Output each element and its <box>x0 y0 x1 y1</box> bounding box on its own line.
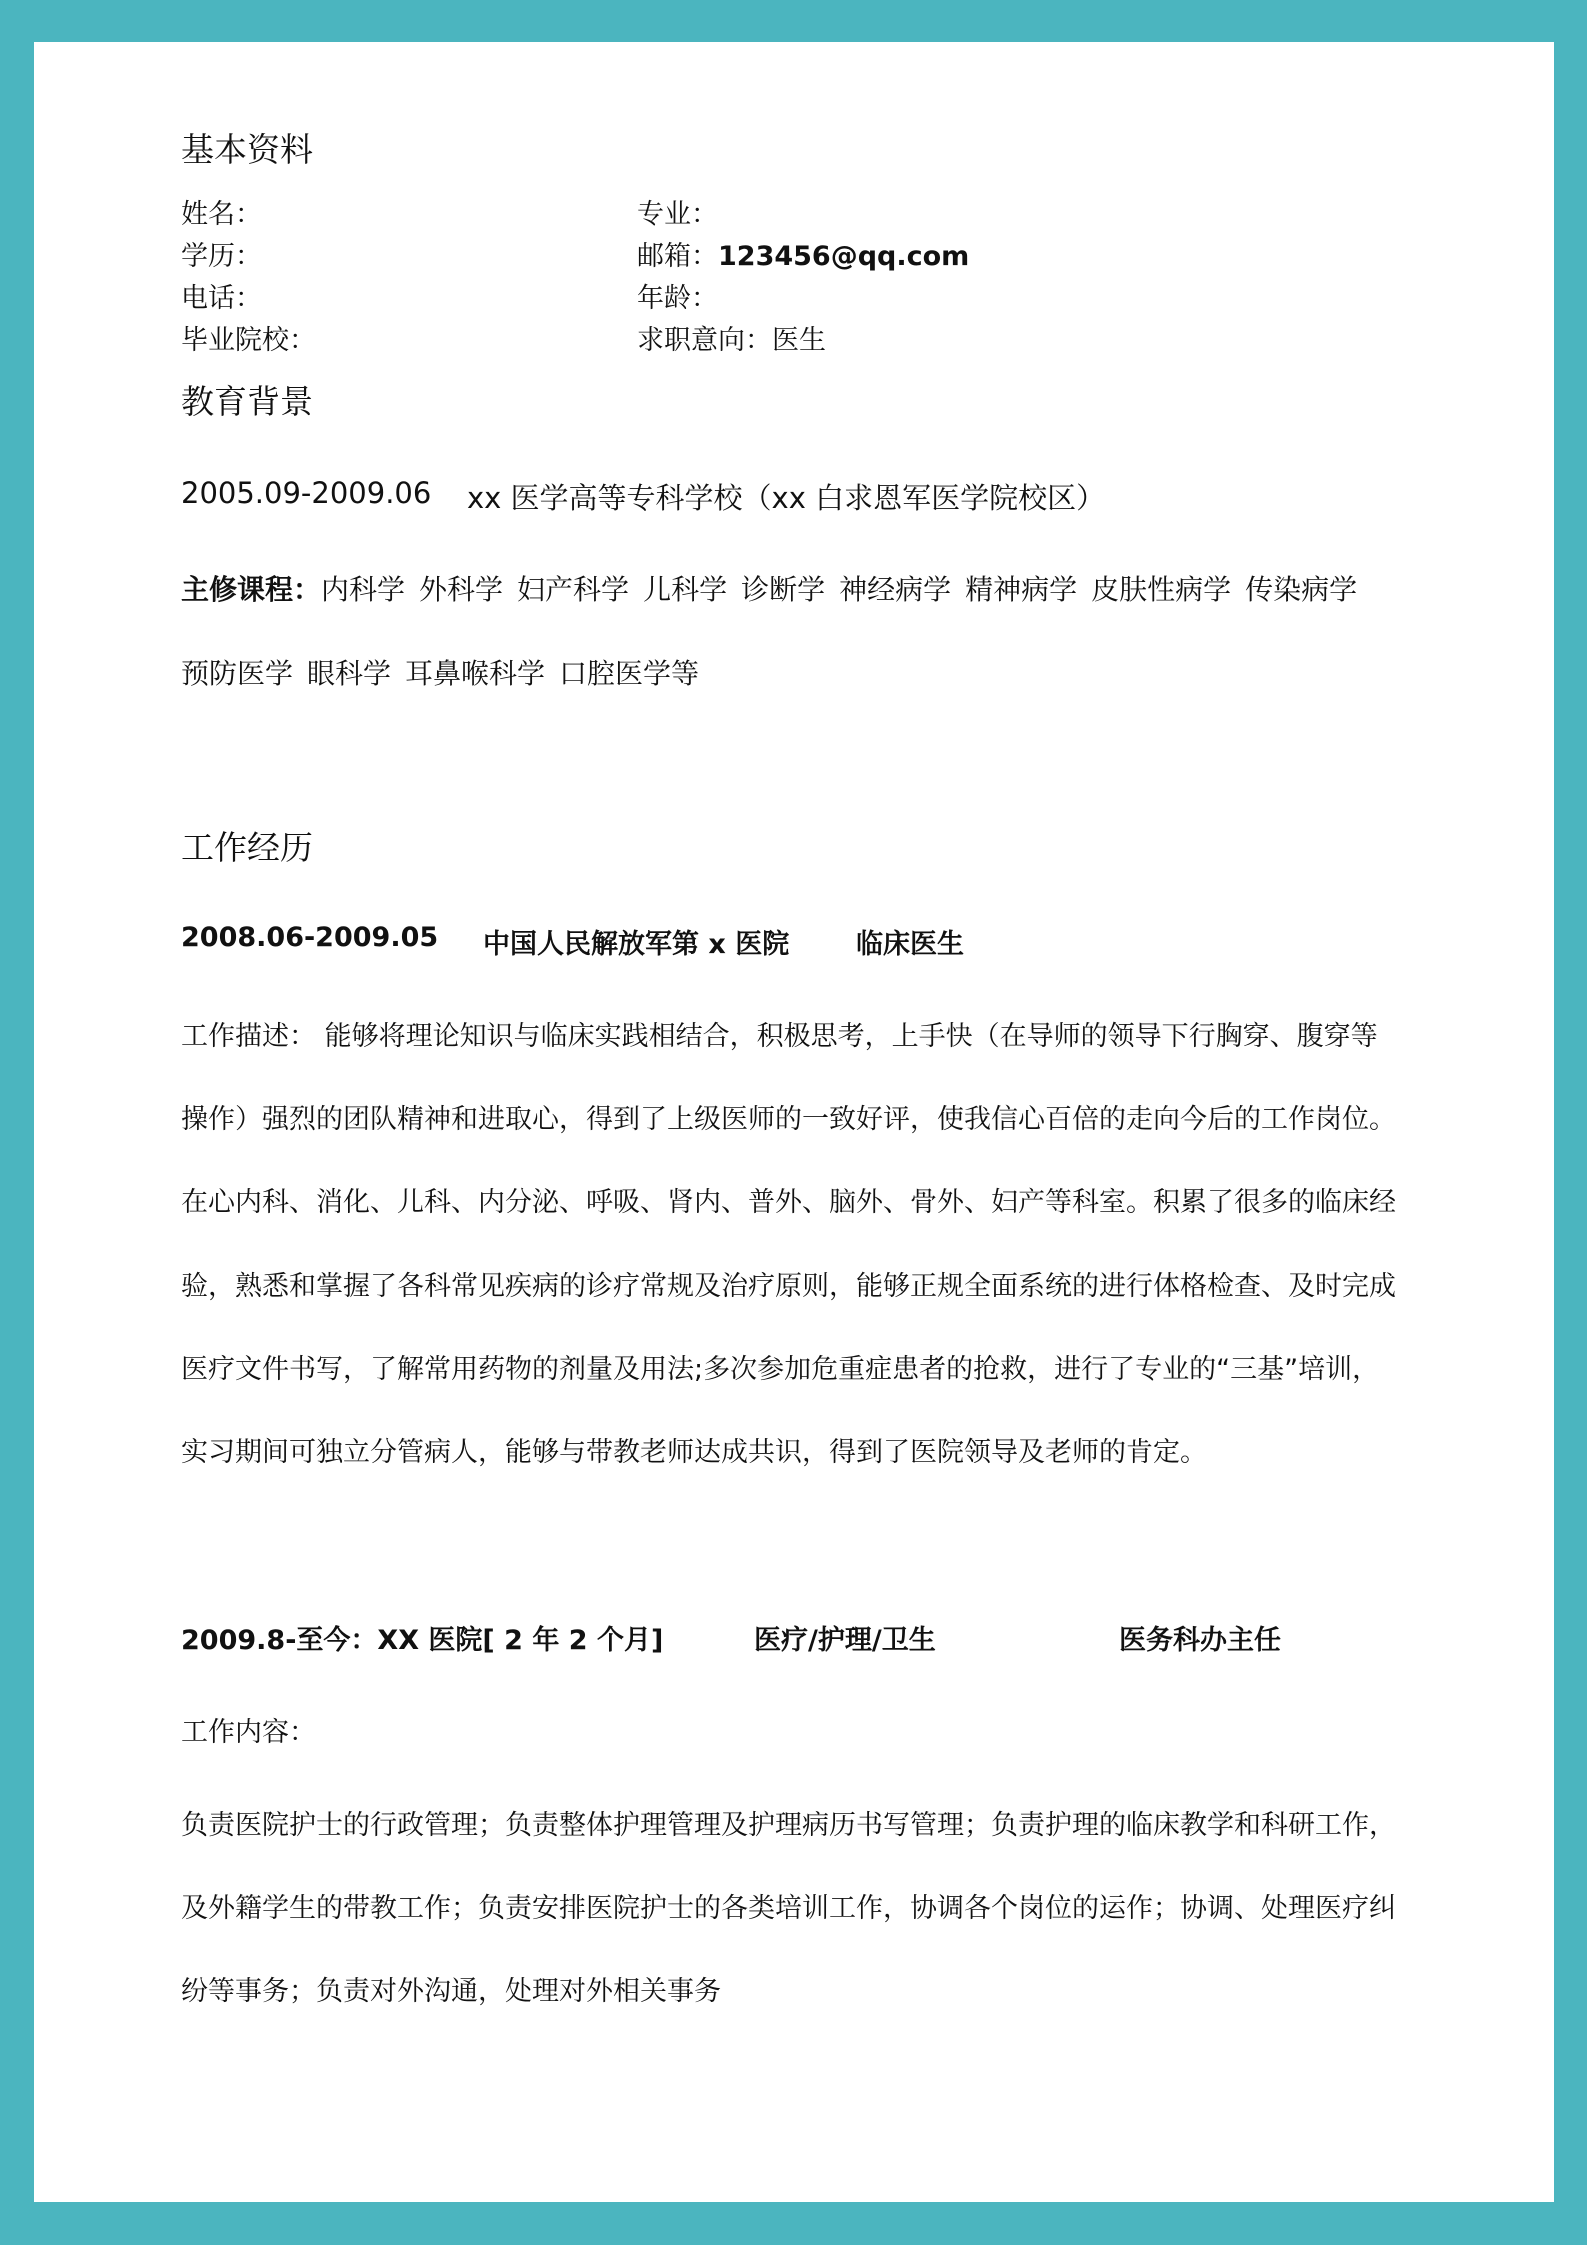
course-item: 传染病学 <box>1245 573 1358 606</box>
course-item: 神经病学 <box>839 573 952 606</box>
courses-line-1 <box>181 568 1371 608</box>
job2-line: 负责医院护士的行政管理；负责整体护理管理及护理病历书写管理；负责护理的临床教学和科研工作， <box>181 1810 1396 1841</box>
job2-content-label: 工作内容： <box>181 1717 316 1748</box>
education-period: 2005.09-2009.06 <box>181 476 432 510</box>
job1-line: 工作描述： 能够将理论知识与临床实践相结合，积极思考，上手快（在导师的领导下行胸穿、腹穿等 <box>181 1021 1378 1052</box>
course-item: 眼科学 <box>307 657 392 690</box>
job2-line: 及外籍学生的带教工作；负责安排医院护士的各类培训工作，协调各个岗位的运作；协调、处理医疗纠 <box>181 1893 1396 1924</box>
job1-line: 医疗文件书写，了解常用药物的剂量及用法;多次参加危重症患者的抢救，进行了专业的“三基”培训， <box>181 1354 1380 1385</box>
courses-label: 主修课程： <box>181 573 322 606</box>
course-item: 预防医学 <box>181 657 294 690</box>
email-row <box>637 234 969 273</box>
education-title: 教育背景 <box>181 382 313 421</box>
job2-line: 纷等事务；负责对外沟通，处理对外相关事务 <box>181 1976 721 2007</box>
job2-field: 医疗/护理/卫生 <box>754 1625 936 1656</box>
work-title: 工作经历 <box>181 828 313 867</box>
course-item: 精神病学 <box>965 573 1078 606</box>
course-item: 儿科学 <box>643 573 728 606</box>
job2-period-org: 2009.8-至今：XX 医院[ 2 年 2 个月] <box>181 1625 664 1656</box>
school-label: 毕业院校： <box>181 325 316 356</box>
intent-value: 医生 <box>772 325 826 356</box>
email-value: 123456@qq.com <box>718 241 970 272</box>
courses-line-2 <box>181 652 713 692</box>
job1-line: 验，熟悉和掌握了各科常见疾病的诊疗常规及治疗原则，能够正规全面系统的进行体格检查、及时完成 <box>181 1271 1396 1302</box>
course-item: 皮肤性病学 <box>1091 573 1232 606</box>
major-label: 专业： <box>637 199 718 230</box>
education-label: 学历： <box>181 241 262 272</box>
job1-period: 2008.06-2009.05 <box>181 922 439 953</box>
age-label: 年龄： <box>637 283 718 314</box>
course-item: 诊断学 <box>741 573 826 606</box>
phone-label: 电话： <box>181 283 262 314</box>
job1-line: 操作）强烈的团队精神和进取心，得到了上级医师的一致好评，使我信心百倍的走向今后的工作岗位。 <box>181 1104 1396 1135</box>
basic-info-title: 基本资料 <box>181 130 313 169</box>
course-item: 外科学 <box>419 573 504 606</box>
education-school: xx 医学高等专科学校（xx 白求恩军医学院校区） <box>467 481 1106 515</box>
course-item: 口腔医学等 <box>559 657 700 690</box>
name-label: 姓名： <box>181 199 262 230</box>
job1-position: 临床医生 <box>856 929 964 960</box>
email-label: 邮箱： <box>637 241 718 272</box>
resume-page <box>34 42 1554 2202</box>
intent-label: 求职意向： <box>637 325 772 356</box>
course-item: 耳鼻喉科学 <box>405 657 546 690</box>
course-item: 内科学 <box>321 573 406 606</box>
job2-position: 医务科办主任 <box>1119 1625 1281 1656</box>
job1-line: 在心内科、消化、儿科、内分泌、呼吸、肾内、普外、脑外、骨外、妇产等科室。积累了很多的临床经 <box>181 1187 1396 1218</box>
job1-org: 中国人民解放军第 x 医院 <box>483 929 790 960</box>
intent-row <box>637 318 826 357</box>
course-item: 妇产科学 <box>517 573 630 606</box>
job1-line: 实习期间可独立分管病人，能够与带教老师达成共识，得到了医院领导及老师的肯定。 <box>181 1437 1207 1468</box>
